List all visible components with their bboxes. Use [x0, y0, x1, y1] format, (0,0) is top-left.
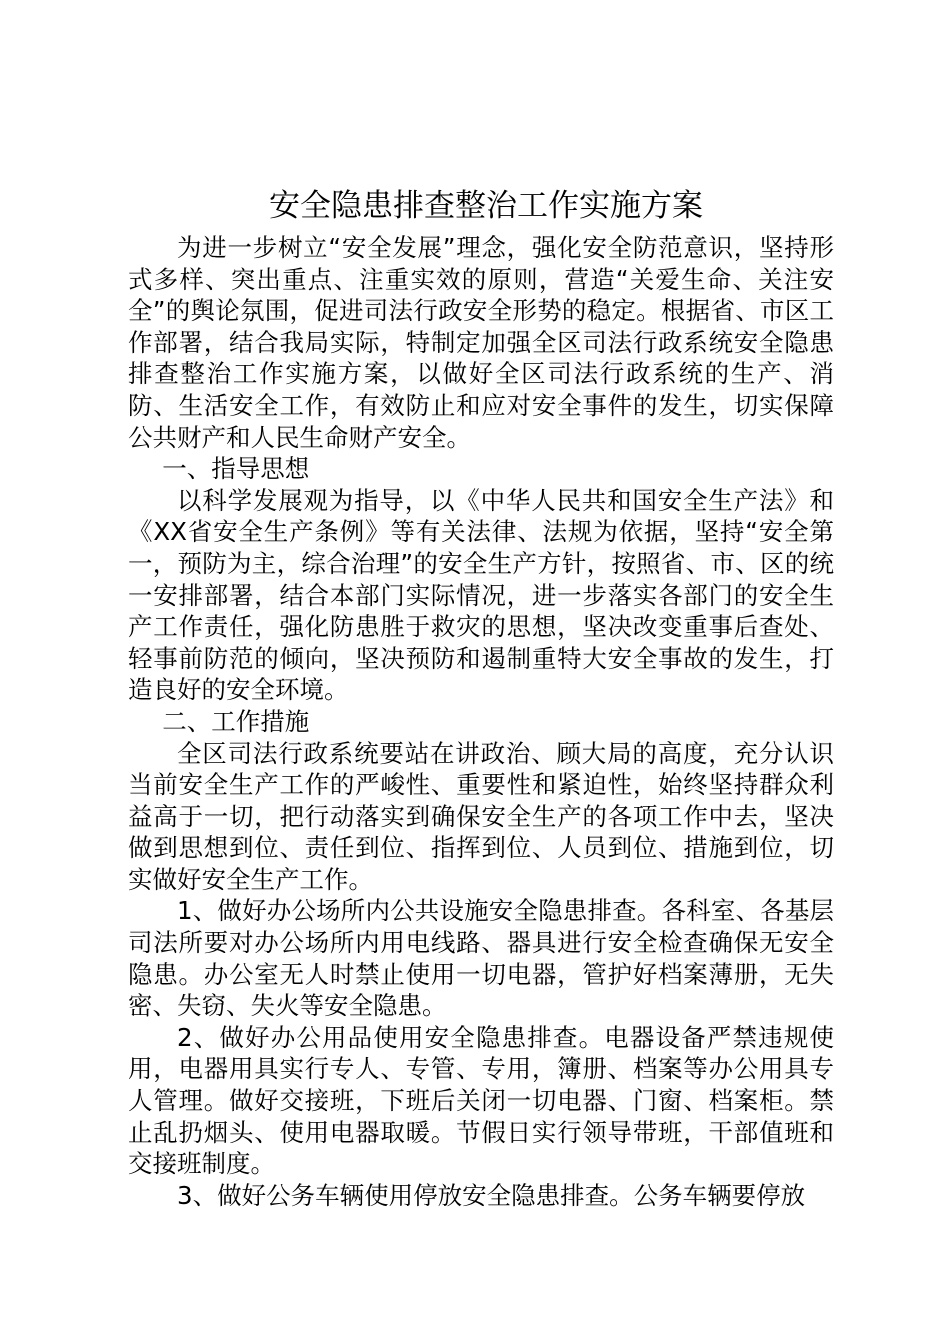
intro-paragraph: 为进一步树立“安全发展”理念，强化安全防范意识，坚持形式多样、突出重点、注重实效的原则，营造“关爱生命、关注安全”的舆论氛围，促进司法行政安全形势的稳定。根据省、市区工作部署，结合我局实际，特制定加强全区司法行政系统安全隐患排查整治工作实施方案，以做好全区司法行政系统的生产、消防、生活安全工作，有效防止和应对安全事件的发生，切实保障公共财产和人民生命财产安全。 — [128, 233, 834, 452]
measure-item-2: 2、做好办公用品使用安全隐患排查。电器设备严禁违规使用，电器用具实行专人、专管、专用，簿册、档案等办公用具专人管理。做好交接班，下班后关闭一切电器、门窗、档案柜。禁止乱扔烟头、使用电器取暖。节假日实行领导带班，干部值班和交接班制度。 — [128, 1022, 834, 1179]
document-title: 安全隐患排查整治工作实施方案 — [269, 188, 703, 224]
section-heading-work-measures: 二、工作措施 — [162, 706, 310, 736]
document-page — [128, 180, 834, 1211]
section-heading-guiding-ideology: 一、指导思想 — [162, 454, 310, 484]
guiding-ideology-paragraph: 以科学发展观为指导，以《中华人民共和国安全生产法》和《XX省安全生产条例》等有关法律、法规为依据，坚持“安全第一，预防为主，综合治理”的安全生产方针，按照省、市、区的统一安排部署，结合本部门实际情况，进一步落实各部门的安全生产工作责任，强化防患胜于救灾的思想，坚决改变重事后查处、轻事前防范的倾向，坚决预防和遏制重特大安全事故的发生，打造良好的安全环境。 — [128, 485, 834, 705]
measure-item-1: 1、做好办公场所内公共设施安全隐患排查。各科室、各基层司法所要对办公场所内用电线路、器具进行安全检查确保无安全隐患。办公室无人时禁止使用一切电器，管护好档案薄册，无失密、失窃、失火等安全隐患。 — [128, 896, 834, 1021]
measure-item-3: 3、做好公务车辆使用停放安全隐患排查。公务车辆要停放 — [177, 1180, 806, 1210]
work-measures-paragraph: 全区司法行政系统要站在讲政治、顾大局的高度，充分认识当前安全生产工作的严峻性、重要性和紧迫性，始终坚持群众利益高于一切，把行动落实到确保安全生产的各项工作中去，坚决做到思想到位、责任到位、指挥到位、人员到位、措施到位，切实做好安全生产工作。 — [128, 738, 834, 894]
